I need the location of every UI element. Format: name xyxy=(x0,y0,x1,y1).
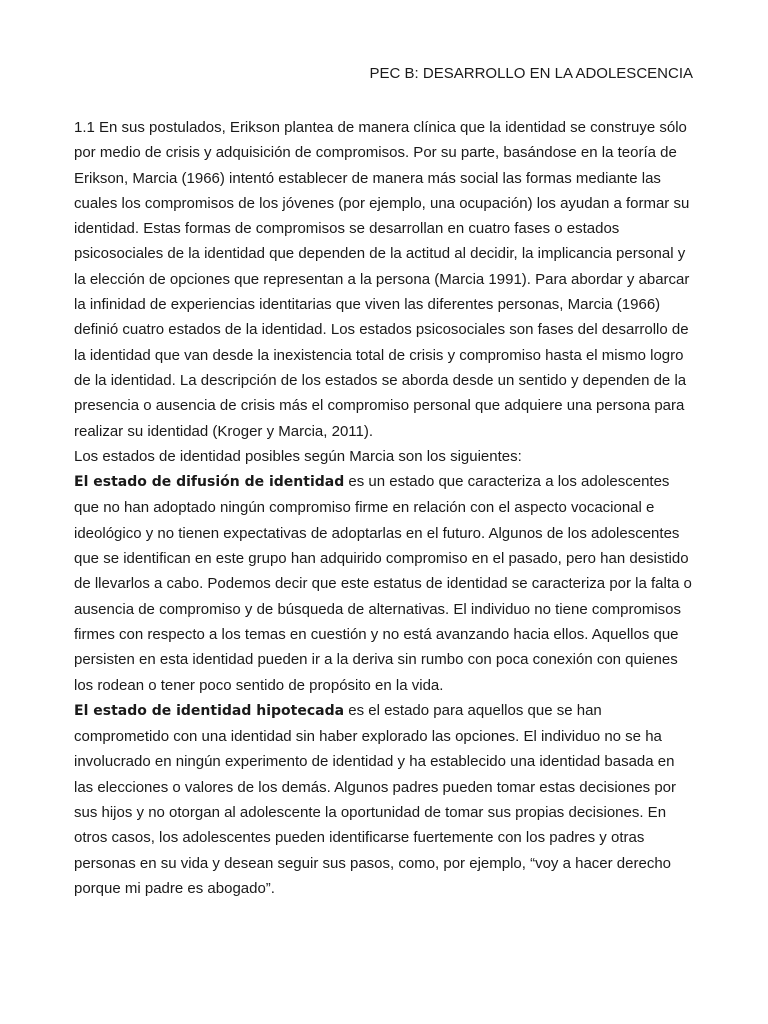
term-foreclosure: El estado de identidad hipotecada xyxy=(74,702,345,719)
paragraph-foreclosure xyxy=(74,698,696,901)
term-diffusion: El estado de difusión de identidad xyxy=(74,474,345,491)
paragraph-diffusion xyxy=(74,469,696,698)
paragraph-intro: 1.1 En sus postulados, Erikson plantea de manera clínica que la identidad se construye sólo por medio de crisis y adquisición de compromisos. Por su parte, basándose en la teoría de Erikson, Marcia (1966) intentó establecer de manera más social las formas mediante las cuales los compromisos de los jóvenes (por ejemplo, una ocupación) los ayudan a formar su identidad. Estas formas de compromisos se desarrollan en cuatro fases o estados psicosociales de la identidad que dependen de la actitud al decidir, la implicancia personal y la elección de opciones que representan a la persona (Marcia 1991). Para abordar y abarcar la infinidad de experiencias identitarias que viven las diferentes personas, Marcia (1966) definió cuatro estados de la identidad. Los estados psicosociales son fases del desarrollo de la identidad que van desde la inexistencia total de crisis y compromiso hasta el mismo logro de la identidad. La descripción de los estados se aborda desde un sentido y dependen de la presencia o ausencia de crisis más el compromiso personal que adquiere una persona para realizar su identidad (Kroger y Marcia, 2011). xyxy=(74,119,690,440)
paragraph-diffusion-text: es un estado que caracteriza a los adolescentes que no han adoptado ningún compromiso firme en relación con el aspecto vocacional e ideológico y no tienen expectativas de adoptarlas en el futuro. Algunos de los adolescentes que se identifican en este grupo han adquirido compromiso en el pasado, pero han desistido de llevarlos a cabo. Podemos decir que este estatus de identidad se caracteriza por la falta o ausencia de compromiso y de búsqueda de alternativas. El individuo no tiene compromisos firmes con respecto a los temas en cuestión y no está avanzando hacia ellos. Aquellos que persisten en esta identidad pueden ir a la deriva sin rumbo con poca conexión con quienes los rodean o tener poco sentido de propósito en la vida. xyxy=(74,473,692,694)
paragraph-states-lead: Los estados de identidad posibles según Marcia son los siguientes: xyxy=(74,447,522,465)
document-body xyxy=(74,115,696,901)
document-header: PEC B: DESARROLLO EN LA ADOLESCENCIA xyxy=(369,65,693,82)
paragraph-foreclosure-text: es el estado para aquellos que se han comprometido con una identidad sin haber explorado las opciones. El individuo no se ha involucrado en ningún experimento de identidad y ha establecido una identidad basada en las elecciones o valores de los demás. Algunos padres pueden tomar estas decisiones por sus hijos y no otorgan al adolescente la oportunidad de tomar sus propias decisiones. En otros casos, los adolescentes pueden identificarse fuertemente con los padres y otras personas en su vida y desean seguir sus pasos, como, por ejemplo, “voy a hacer derecho porque mi padre es abogado”. xyxy=(74,701,677,897)
